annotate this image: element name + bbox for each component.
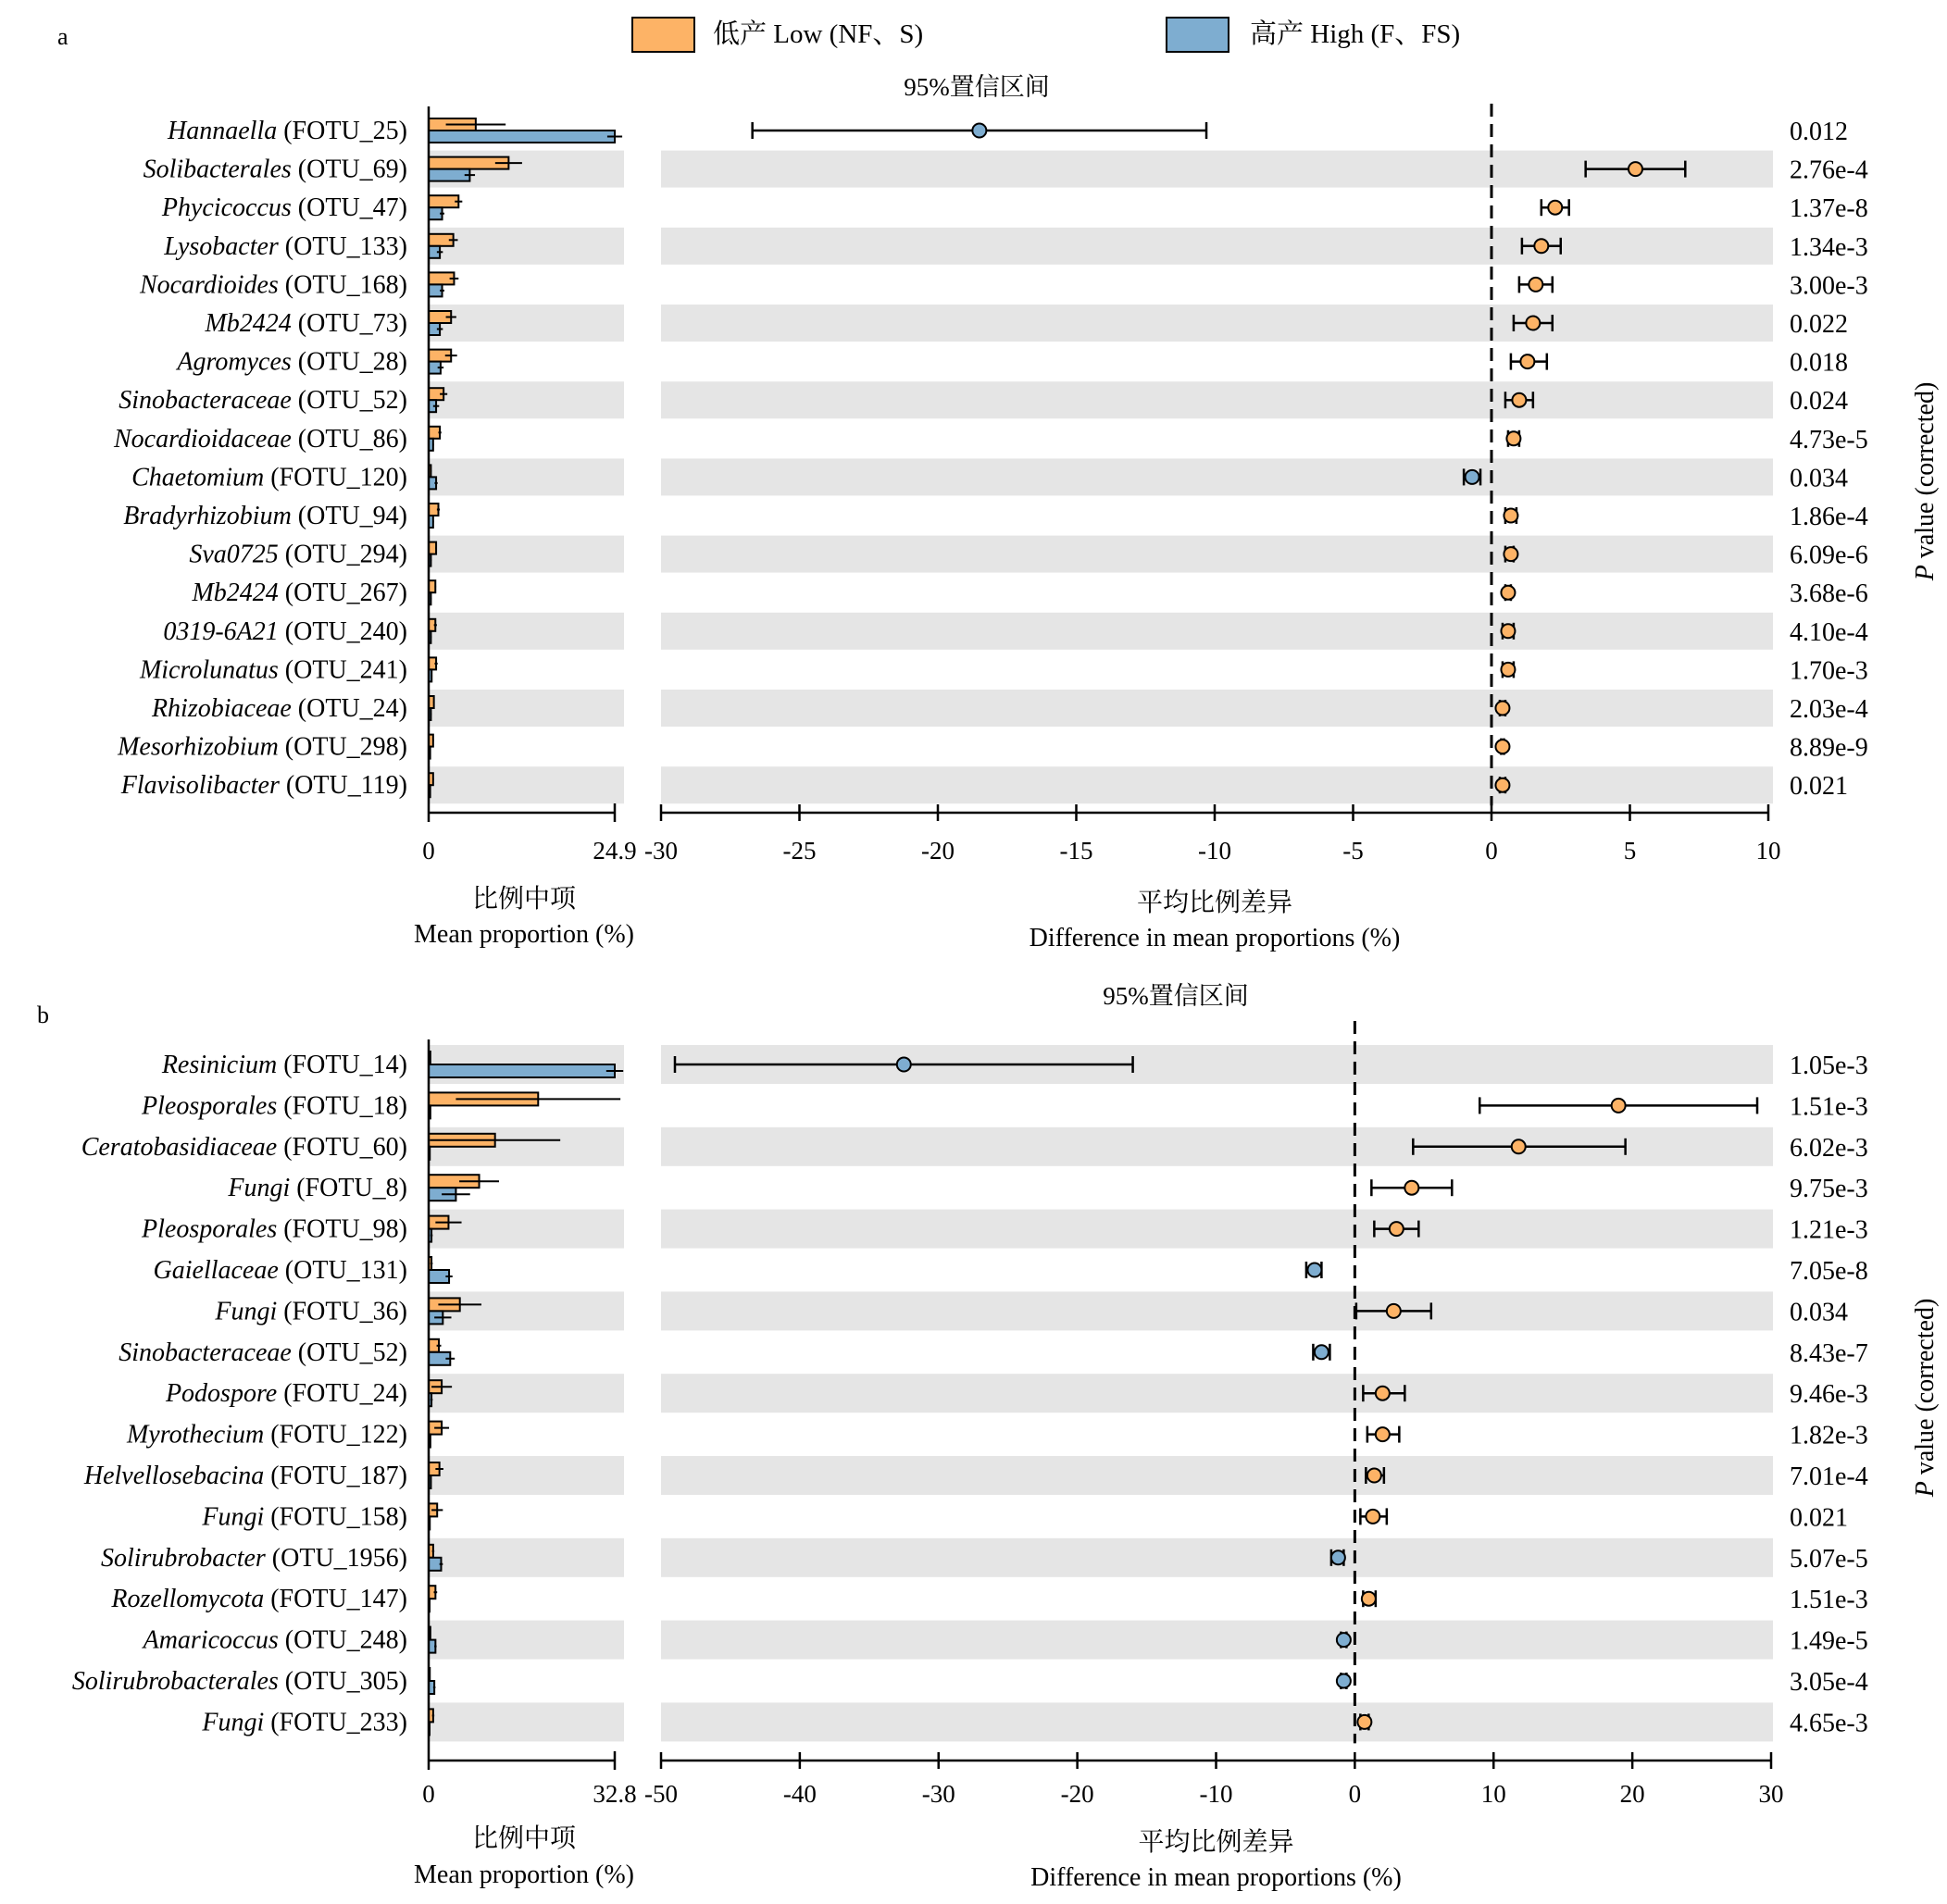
left-tick-label: 0 (422, 837, 435, 865)
difference-point (1362, 1592, 1376, 1606)
right-tick-label: 30 (1758, 1780, 1784, 1808)
right-tick-label: -30 (644, 837, 678, 865)
taxon-label (101, 1544, 407, 1573)
taxon-name: Podospore (165, 1379, 278, 1409)
right-tick-label: -15 (1059, 837, 1093, 865)
row-band-right (661, 1374, 1773, 1412)
difference-point (1534, 239, 1548, 253)
p-value: 0.012 (1790, 118, 1848, 146)
legend-low-label: 低产 Low (NF、S) (713, 19, 924, 49)
difference-point (1307, 1263, 1321, 1277)
right-xlabel-en: Difference in mean proportions (%) (1029, 924, 1401, 952)
p-value-axis-title-italic: P (1911, 1481, 1940, 1498)
taxon-name: Phycicoccus (161, 193, 292, 223)
taxon-id: (FOTU_147) (270, 1585, 407, 1614)
row-band-left (429, 613, 624, 650)
right-tick-label: -30 (921, 1780, 955, 1808)
p-value: 2.76e-4 (1790, 156, 1868, 185)
taxon-label (191, 579, 407, 607)
left-xlabel-en: Mean proportion (%) (414, 1860, 634, 1889)
taxon-label (139, 655, 407, 684)
difference-point (1357, 1715, 1371, 1729)
taxon-label (165, 1379, 407, 1408)
taxon-label (141, 1215, 407, 1244)
taxon-id: (OTU_69) (297, 155, 407, 184)
taxon-label (163, 232, 407, 261)
p-value: 1.37e-8 (1790, 194, 1868, 224)
p-value: 5.07e-5 (1790, 1544, 1868, 1574)
low-mean-bar (429, 195, 458, 207)
row-band-left (429, 1621, 624, 1660)
right-tick-label: -40 (782, 1780, 817, 1808)
left-xlabel-cn: 比例中项 (471, 1824, 577, 1853)
difference-point (1495, 778, 1509, 792)
p-value: 1.21e-3 (1790, 1215, 1868, 1245)
p-value: 9.46e-3 (1790, 1380, 1868, 1410)
row-band-right (661, 381, 1773, 418)
taxon-label (81, 1133, 407, 1162)
taxon-id: (FOTU_25) (283, 117, 407, 145)
taxon-label (151, 694, 407, 723)
taxon-label (201, 1708, 407, 1736)
row-band-right (661, 613, 1773, 650)
taxon-name: Amaricoccus (143, 1625, 279, 1655)
right-tick-label: -10 (1198, 837, 1231, 865)
difference-point (1337, 1633, 1351, 1647)
left-xlabel-cn: 比例中项 (471, 885, 577, 914)
difference-point (972, 124, 986, 138)
taxon-name: Helvellosebacina (83, 1462, 265, 1490)
taxon-name: Fungi (215, 1297, 278, 1326)
p-value: 2.03e-4 (1790, 695, 1868, 724)
taxon-name: Agromyces (177, 347, 292, 377)
taxon-name: Pleosporales (142, 1214, 278, 1244)
right-tick-label: 5 (1623, 837, 1637, 865)
p-value: 8.89e-9 (1790, 733, 1868, 763)
row-band-left (429, 1702, 624, 1741)
p-value: 9.75e-3 (1790, 1175, 1868, 1204)
taxon-name: Resinicium (161, 1051, 278, 1079)
taxon-label (154, 1256, 407, 1285)
panel-b (37, 982, 1940, 1892)
panel-a-label: a (57, 23, 69, 50)
p-value: 3.05e-4 (1790, 1668, 1868, 1697)
taxon-label (131, 463, 407, 492)
taxon-name: Chaetomium (131, 463, 265, 492)
difference-point (1506, 431, 1520, 445)
p-value: 0.021 (1790, 1503, 1848, 1533)
taxon-label (161, 193, 407, 222)
difference-point (1315, 1345, 1329, 1359)
right-tick-label: 0 (1485, 837, 1498, 865)
taxon-name: Gaiellaceae (153, 1256, 279, 1285)
taxon-id: (OTU_47) (297, 193, 407, 223)
taxon-name: Sinobacteraceae (119, 386, 292, 416)
row-band-left (429, 1456, 624, 1495)
right-tick-label: -50 (644, 1780, 678, 1808)
difference-point (1612, 1099, 1626, 1113)
taxon-label (201, 1502, 407, 1531)
taxon-id: (FOTU_24) (283, 1379, 407, 1409)
difference-point (1512, 1139, 1526, 1153)
legend-high-label: 高产 High (F、FS) (1250, 19, 1461, 49)
taxon-id: (OTU_131) (284, 1256, 407, 1285)
row-band-left (429, 536, 624, 573)
row-band-right (661, 1538, 1773, 1577)
taxon-name: Fungi (202, 1708, 265, 1737)
taxon-label (214, 1297, 407, 1325)
taxon-id: (FOTU_187) (270, 1462, 407, 1490)
p-value: 0.024 (1790, 387, 1848, 417)
taxon-id: (FOTU_122) (270, 1420, 407, 1450)
taxon-id: (FOTU_158) (270, 1502, 407, 1532)
taxon-id: (FOTU_98) (283, 1214, 407, 1244)
row-band-left (429, 228, 624, 265)
taxon-id: (OTU_119) (285, 771, 407, 801)
row-band-right (661, 1456, 1773, 1495)
p-value: 3.68e-6 (1790, 579, 1868, 609)
taxon-label (123, 502, 407, 530)
right-tick-label: -20 (1060, 1780, 1094, 1808)
p-value: 0.034 (1790, 464, 1848, 493)
taxon-label (83, 1462, 407, 1490)
p-value-axis-title-italic: P (1911, 565, 1940, 581)
taxon-name: Pleosporales (142, 1091, 278, 1121)
taxon-id: (FOTU_36) (283, 1297, 407, 1326)
taxon-name: Mb2424 (205, 309, 292, 338)
row-band-right (661, 1621, 1773, 1660)
right-xlabel-cn: 平均比例差异 (1136, 889, 1293, 917)
taxon-name: Nocardioidaceae (113, 424, 292, 454)
taxon-name: Rhizobiaceae (151, 694, 292, 723)
p-value-axis-title-rest: value (corrected) (1911, 1298, 1940, 1482)
row-band-right (661, 1291, 1773, 1330)
taxon-label (72, 1667, 407, 1696)
taxon-label (189, 541, 407, 569)
taxon-id: (FOTU_14) (283, 1051, 407, 1079)
p-value: 0.022 (1790, 310, 1848, 339)
legend-high-swatch (1167, 18, 1229, 52)
difference-point (1495, 702, 1509, 716)
legend-low-swatch (632, 18, 694, 52)
taxon-label (113, 425, 407, 454)
row-band-left (429, 1210, 624, 1249)
row-band-left (429, 381, 624, 418)
p-value: 1.51e-3 (1790, 1092, 1868, 1122)
difference-point (1529, 278, 1542, 292)
taxon-name: Rozellomycota (111, 1585, 265, 1614)
low-mean-bar (429, 427, 440, 439)
taxon-id: (OTU_86) (297, 424, 407, 454)
taxon-id: (OTU_240) (284, 616, 407, 646)
taxon-label (110, 1585, 407, 1613)
left-tick-label: 24.9 (593, 837, 637, 865)
left-tick-label: 0 (422, 1780, 435, 1808)
row-band-right (661, 228, 1773, 265)
taxon-id: (OTU_168) (284, 270, 407, 300)
taxon-name: Myrothecium (126, 1420, 265, 1450)
taxon-id: (FOTU_120) (270, 463, 407, 492)
taxon-name: Nocardioides (139, 270, 279, 300)
difference-point (1504, 547, 1517, 561)
taxon-name: Sinobacteraceae (119, 1338, 292, 1367)
taxon-id: (OTU_52) (297, 1338, 407, 1367)
taxon-id: (OTU_305) (284, 1667, 407, 1696)
p-value: 3.00e-3 (1790, 271, 1868, 301)
taxon-name: Mesorhizobium (118, 732, 279, 762)
taxon-label (167, 117, 407, 145)
taxon-id: (OTU_28) (297, 347, 407, 377)
taxon-label (120, 771, 407, 800)
taxon-label (117, 733, 407, 762)
row-band-left (429, 1374, 624, 1412)
right-tick-label: 10 (1755, 837, 1781, 865)
taxon-id: (OTU_133) (284, 231, 407, 261)
row-band-left (429, 458, 624, 495)
difference-point (1466, 470, 1479, 484)
panel-b-label: b (37, 1002, 49, 1028)
p-value: 6.09e-6 (1790, 541, 1868, 570)
taxon-label (139, 270, 407, 299)
difference-point (1548, 201, 1562, 215)
difference-point (1512, 393, 1526, 407)
row-band-right (661, 305, 1773, 342)
taxon-id: (OTU_94) (297, 502, 407, 530)
row-band-right (661, 1702, 1773, 1741)
taxon-id: (OTU_73) (297, 309, 407, 338)
taxon-name: 0319-6A21 (163, 616, 279, 646)
row-band-right (661, 690, 1773, 727)
p-value: 7.01e-4 (1790, 1462, 1868, 1491)
difference-point (897, 1058, 911, 1072)
taxon-label (175, 348, 407, 377)
taxon-name: Solirubrobacter (100, 1543, 266, 1573)
p-value: 0.018 (1790, 348, 1848, 378)
difference-point (1376, 1387, 1390, 1400)
left-xlabel-en: Mean proportion (%) (414, 920, 634, 949)
taxon-id: (FOTU_18) (283, 1091, 407, 1121)
difference-point (1376, 1427, 1390, 1441)
panel-a-ci-title: 95%置信区间 (904, 73, 1050, 101)
p-value: 4.10e-4 (1790, 617, 1868, 647)
right-xlabel-en: Difference in mean proportions (%) (1030, 1863, 1402, 1892)
taxon-name: Solibacterales (143, 155, 292, 184)
right-tick-label: -25 (782, 837, 817, 865)
row-band-left (429, 305, 624, 342)
taxon-id: (OTU_248) (284, 1625, 407, 1655)
taxon-name: Fungi (228, 1174, 291, 1203)
p-value: 1.51e-3 (1790, 1586, 1868, 1615)
p-value: 4.73e-5 (1790, 425, 1868, 454)
p-value: 8.43e-7 (1790, 1338, 1868, 1368)
p-value: 1.49e-5 (1790, 1626, 1868, 1656)
taxon-id: (FOTU_8) (296, 1174, 407, 1203)
difference-point (1501, 586, 1515, 600)
p-value-axis-title (1911, 382, 1940, 582)
difference-point (1629, 162, 1642, 176)
panel-a (57, 23, 1940, 952)
right-tick-label: 10 (1480, 1780, 1506, 1808)
taxon-label (119, 386, 407, 415)
taxon-id: (OTU_294) (284, 540, 407, 569)
taxon-id: (OTU_267) (284, 579, 407, 608)
right-tick-label: 20 (1619, 1780, 1645, 1808)
difference-point (1387, 1304, 1401, 1318)
difference-point (1390, 1222, 1404, 1236)
taxon-name: Mb2424 (192, 579, 279, 608)
difference-point (1520, 355, 1534, 368)
taxon-id: (OTU_298) (284, 732, 407, 762)
row-band-right (661, 536, 1773, 573)
taxon-name: Sva0725 (189, 540, 279, 569)
taxon-label (163, 617, 407, 646)
taxon-id: (FOTU_60) (283, 1132, 407, 1162)
p-value: 0.034 (1790, 1298, 1848, 1327)
taxon-name: Microlunatus (139, 655, 279, 685)
taxon-id: (OTU_241) (284, 655, 407, 685)
taxon-id: (OTU_24) (297, 694, 407, 723)
difference-point (1366, 1510, 1379, 1524)
taxon-label (161, 1051, 407, 1079)
difference-point (1404, 1181, 1418, 1195)
taxon-label (119, 1338, 407, 1367)
taxon-label (126, 1421, 407, 1450)
p-value-axis-title (1911, 1299, 1940, 1499)
difference-point (1504, 509, 1517, 523)
taxon-label (141, 1091, 407, 1120)
taxon-name: Ceratobasidiaceae (81, 1132, 278, 1162)
taxon-id: (OTU_52) (297, 386, 407, 416)
taxon-name: Hannaella (168, 117, 278, 145)
difference-point (1367, 1469, 1381, 1483)
taxon-id: (FOTU_233) (270, 1708, 407, 1737)
taxon-id: (OTU_1956) (271, 1543, 407, 1573)
taxon-label (142, 1626, 407, 1655)
p-value-axis-title-rest: value (corrected) (1911, 381, 1940, 566)
p-value: 1.34e-3 (1790, 232, 1868, 262)
panel-b-ci-title: 95%置信区间 (1103, 982, 1249, 1010)
taxon-label (144, 156, 407, 184)
row-band-left (429, 766, 624, 803)
difference-point (1331, 1550, 1345, 1564)
right-tick-label: 0 (1348, 1780, 1362, 1808)
p-value: 0.021 (1790, 772, 1848, 802)
taxon-name: Bradyrhizobium (123, 502, 292, 530)
p-value: 1.86e-4 (1790, 503, 1868, 531)
high-mean-bar (429, 1558, 441, 1571)
taxon-name: Lysobacter (164, 231, 279, 261)
taxon-name: Fungi (202, 1502, 265, 1532)
right-tick-label: -5 (1342, 837, 1364, 865)
taxon-name: Solirubrobacterales (71, 1667, 279, 1696)
difference-point (1337, 1674, 1351, 1688)
difference-point (1495, 740, 1509, 753)
right-xlabel-cn: 平均比例差异 (1138, 1828, 1294, 1857)
p-value: 4.65e-3 (1790, 1709, 1868, 1738)
p-value: 1.70e-3 (1790, 656, 1868, 686)
left-tick-label: 32.8 (593, 1780, 637, 1808)
difference-point (1501, 624, 1515, 638)
p-value: 1.82e-3 (1790, 1421, 1868, 1450)
taxon-name: Flavisolibacter (120, 771, 280, 801)
p-value: 6.02e-3 (1790, 1133, 1868, 1163)
row-band-right (661, 1210, 1773, 1249)
high-mean-bar (429, 131, 615, 143)
high-mean-bar (429, 1064, 615, 1077)
row-band-right (661, 458, 1773, 495)
taxon-label (204, 309, 407, 338)
row-band-left (429, 690, 624, 727)
taxon-label (227, 1174, 407, 1202)
right-tick-label: -10 (1199, 1780, 1233, 1808)
p-value: 7.05e-8 (1790, 1257, 1868, 1286)
right-tick-label: -20 (921, 837, 955, 865)
row-band-right (661, 766, 1773, 803)
p-value: 1.05e-3 (1790, 1052, 1868, 1080)
high-mean-bar (429, 169, 469, 181)
legend (632, 18, 1460, 52)
row-band-left (429, 1538, 624, 1577)
difference-point (1501, 663, 1515, 677)
difference-point (1526, 317, 1540, 330)
